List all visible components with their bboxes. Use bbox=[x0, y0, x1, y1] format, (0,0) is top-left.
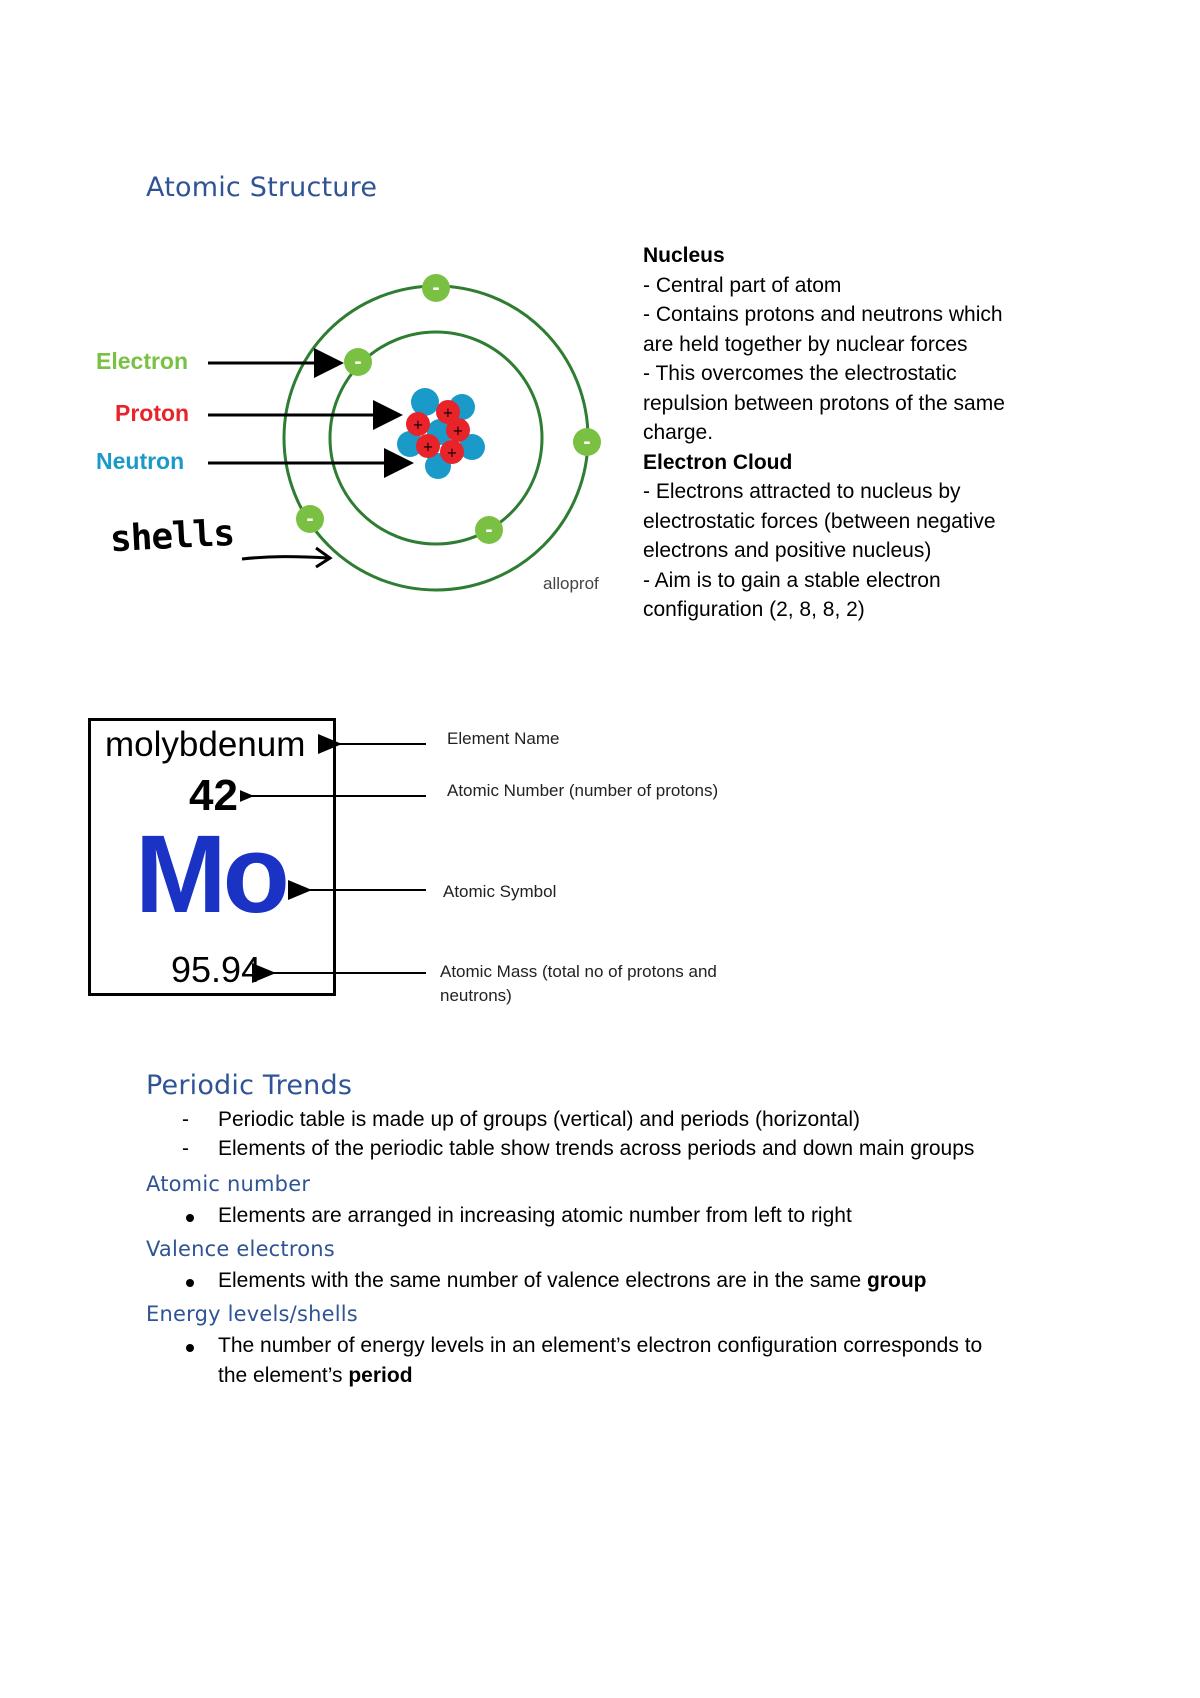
valence-bullet-text bbox=[218, 1266, 1048, 1296]
proton-sign: + bbox=[422, 440, 434, 455]
electron-cloud-title: Electron Cloud bbox=[643, 450, 793, 474]
energy-bullet-text bbox=[218, 1331, 1048, 1390]
shells-arrow bbox=[242, 557, 328, 559]
heading-energy-levels: Energy levels/shells bbox=[146, 1302, 358, 1326]
alloprof-credit: alloprof bbox=[543, 574, 599, 593]
heading-periodic-trends: Periodic Trends bbox=[146, 1070, 353, 1101]
valence-bullet-bold: group bbox=[867, 1269, 927, 1292]
nucleus-note-line: - This overcomes the electrostatic bbox=[643, 362, 957, 385]
proton-sign: + bbox=[412, 418, 424, 433]
energy-bullet-line: The number of energy levels in an element’s electron configuration corresponds to bbox=[218, 1334, 983, 1357]
nucleus-title: Nucleus bbox=[643, 244, 725, 267]
atomic-number: 42 bbox=[189, 771, 238, 820]
heading-atomic-number: Atomic number bbox=[146, 1172, 311, 1196]
nucleus-note-line: charge. bbox=[643, 421, 714, 444]
cloud-note-line: configuration (2, 8, 8, 2) bbox=[643, 598, 865, 621]
neutron-label: Neutron bbox=[96, 448, 185, 474]
element-arrows bbox=[240, 720, 440, 990]
heading-atomic-structure: Atomic Structure bbox=[146, 172, 378, 203]
nucleus-note-line: are held together by nuclear forces bbox=[643, 332, 968, 356]
element-name: molybdenum bbox=[105, 725, 306, 764]
bullet-dot bbox=[186, 1279, 194, 1287]
nucleus-note-line: - Central part of atom bbox=[643, 273, 842, 297]
dash-marker: - bbox=[182, 1137, 189, 1160]
electron-sign: - bbox=[354, 352, 362, 373]
bullet-dot bbox=[186, 1344, 194, 1352]
atomic-number-bullet-text: Elements are arranged in increasing atomic number from left to right bbox=[218, 1204, 852, 1227]
nucleus-note-line: - Contains protons and neutrons which bbox=[643, 303, 1003, 326]
element-name-label: Element Name bbox=[447, 729, 560, 748]
cloud-note-line: - Aim is to gain a stable electron bbox=[643, 568, 941, 592]
electron-sign: - bbox=[306, 509, 314, 530]
proton-label: Proton bbox=[115, 400, 190, 426]
energy-bullet-line: the element’s bbox=[218, 1363, 349, 1387]
electron-label: Electron bbox=[96, 348, 189, 374]
electron-sign: - bbox=[432, 278, 440, 299]
atomic-symbol-label: Atomic Symbol bbox=[443, 882, 557, 901]
atom-notes bbox=[643, 241, 1063, 625]
nucleus-note-line: repulsion between protons of the same bbox=[643, 391, 1005, 415]
energy-bullet-bold: period bbox=[348, 1363, 413, 1387]
cloud-note-line: electrostatic forces (between negative bbox=[643, 509, 996, 533]
electron-sign: - bbox=[485, 520, 493, 541]
trend-item-text: Periodic table is made up of groups (vertical) and periods (horizontal) bbox=[218, 1108, 860, 1131]
cloud-note-line: - Electrons attracted to nucleus by bbox=[643, 480, 961, 503]
atomic-number-label: Atomic Number (number of protons) bbox=[447, 781, 719, 800]
atomic-mass-label bbox=[440, 960, 717, 1008]
atomic-mass: 95.94 bbox=[171, 949, 262, 990]
proton-sign: + bbox=[446, 446, 458, 461]
valence-bullet-text-part: Elements with the same number of valence electrons are in the same bbox=[218, 1269, 867, 1292]
bullet-dot bbox=[186, 1214, 194, 1222]
proton-sign: + bbox=[452, 424, 464, 439]
atomic-mass-label-line: neutrons) bbox=[440, 986, 512, 1005]
electron-sign: - bbox=[583, 432, 591, 453]
nucleus bbox=[397, 388, 485, 479]
cloud-note-line: electrons and positive nucleus) bbox=[643, 539, 932, 562]
atomic-mass-label-line: Atomic Mass (total no of protons and bbox=[440, 962, 717, 981]
neutron-particle bbox=[411, 388, 439, 416]
atomic-symbol: Mo bbox=[135, 813, 286, 936]
heading-valence-electrons: Valence electrons bbox=[146, 1237, 335, 1261]
shells-handwritten-label: shells bbox=[109, 512, 236, 561]
dash-marker: - bbox=[182, 1108, 189, 1131]
trend-item-text: Elements of the periodic table show trends across periods and down main groups bbox=[218, 1137, 975, 1160]
proton-sign: + bbox=[442, 406, 454, 421]
atom-diagram bbox=[90, 262, 630, 602]
